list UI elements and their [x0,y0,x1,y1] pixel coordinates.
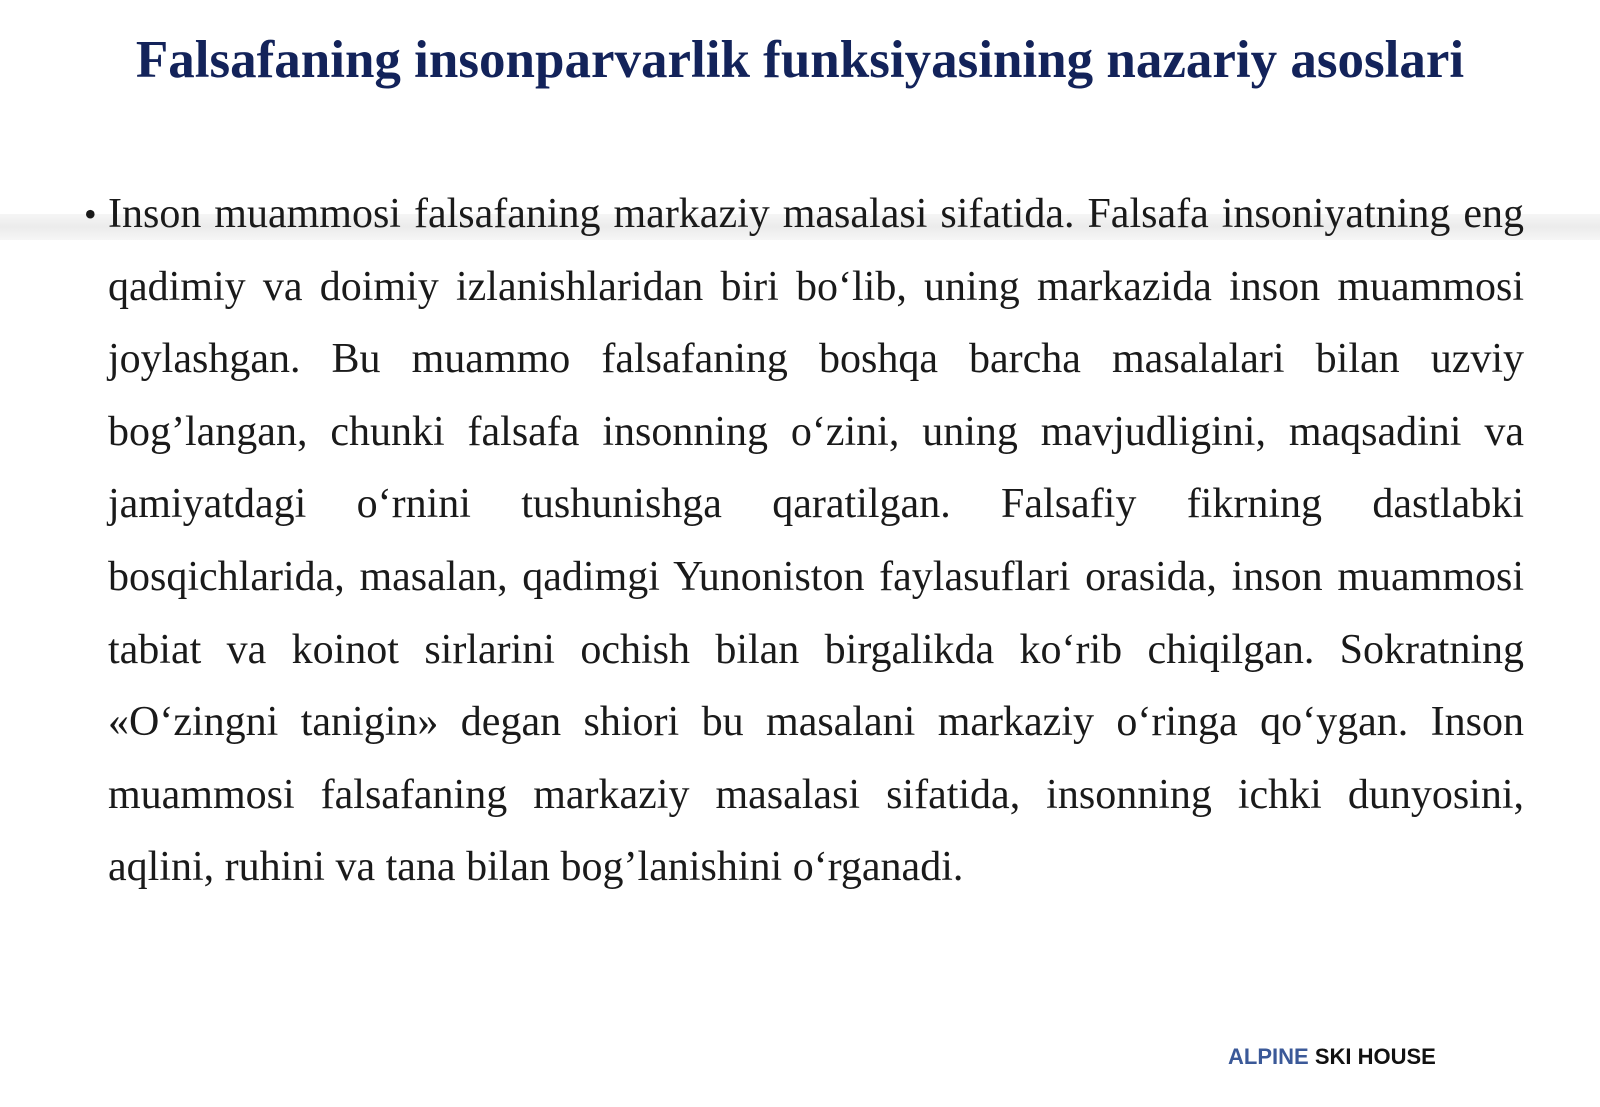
brand-part-ski-house: SKI HOUSE [1314,1044,1436,1069]
brand-part-alpine: ALPINE [1228,1044,1309,1069]
bullet-text: Inson muammosi falsafaning markaziy masalasi sifatida. Falsafa insoniyatning eng qadimiy va doimiy izlanishlaridan biri bo‘lib, uning markazida inson muammosi joylashgan. Bu muammo falsafaning boshqa barcha masalalari bilan uzviy bog’langan, chunki falsafa insonning o‘zini, uning mavjudligini, maqsadini va jamiyatdagi o‘rnini tushunishga qaratilgan. Falsafiy fikrning dastlabki bosqichlarida, masalan, qadimgi Yunoniston faylasuflari orasida, inson muammosi tabiat va koinot sirlarini ochish bilan birgalikda ko‘rib chiqilgan. Sokratning «O‘zingni tanigin» degan shiori bu masalani markaziy o‘ringa qo‘ygan. Inson muammosi falsafaning markaziy masalasi sifatida, insonning ichki dunyosini, aqlini, ruhini va tana bilan bog’lanishini o‘rganadi. [108,191,1524,891]
brand-logo [1228,1044,1436,1070]
slide-body [78,178,1524,904]
bullet-icon: • [84,194,97,234]
bullet-item [78,178,1524,904]
slide-title: Falsafaning insonparvarlik funksiyasining nazariy asoslari [135,31,1465,89]
